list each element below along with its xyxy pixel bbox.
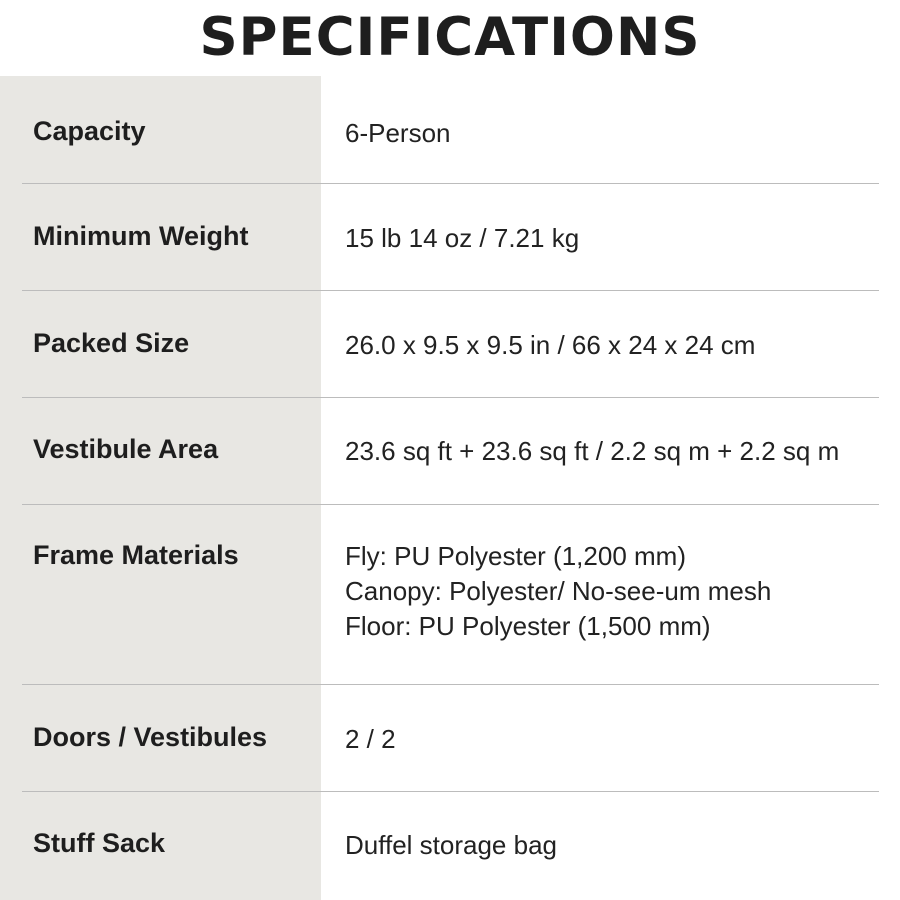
spec-value-line: Fly: PU Polyester (1,200 mm) xyxy=(345,541,686,571)
spec-label: Vestibule Area xyxy=(33,434,219,464)
spec-row-vestibule-area xyxy=(0,398,900,505)
spec-value-line: Floor: PU Polyester (1,500 mm) xyxy=(345,611,711,641)
spec-value-line: 2 / 2 xyxy=(345,724,396,754)
spec-value-line: 23.6 sq ft + 23.6 sq ft / 2.2 sq m + 2.2 sq m xyxy=(345,436,840,466)
spec-label: Packed Size xyxy=(33,328,190,358)
spec-value-line: Canopy: Polyester/ No-see-um mesh xyxy=(345,576,772,606)
spec-value xyxy=(345,539,771,644)
spec-row-capacity xyxy=(0,76,900,184)
spec-value-line: 6-Person xyxy=(345,118,451,148)
spec-row-stuff-sack xyxy=(0,792,900,899)
spec-value xyxy=(345,116,451,151)
spec-label: Stuff Sack xyxy=(33,828,166,858)
spec-label: Frame Materials xyxy=(33,540,239,570)
page-title: SPECIFICATIONS xyxy=(199,7,701,68)
spec-value-line: Duffel storage bag xyxy=(345,830,557,860)
spec-value xyxy=(345,434,839,469)
spec-label: Capacity xyxy=(33,116,146,146)
spec-row-packed-size xyxy=(0,291,900,398)
spec-table xyxy=(0,76,900,899)
spec-label: Minimum Weight xyxy=(33,221,249,251)
spec-row-frame-materials xyxy=(0,505,900,685)
spec-label: Doors / Vestibules xyxy=(33,722,268,752)
spec-row-doors-vestibules xyxy=(0,685,900,792)
spec-row-minimum-weight xyxy=(0,184,900,291)
spec-value-line: 26.0 x 9.5 x 9.5 in / 66 x 24 x 24 cm xyxy=(345,330,756,360)
spec-value xyxy=(345,328,755,363)
spec-value xyxy=(345,221,579,256)
spec-value xyxy=(345,722,396,757)
spec-value-line: 15 lb 14 oz / 7.21 kg xyxy=(345,223,580,253)
spec-value xyxy=(345,828,557,863)
